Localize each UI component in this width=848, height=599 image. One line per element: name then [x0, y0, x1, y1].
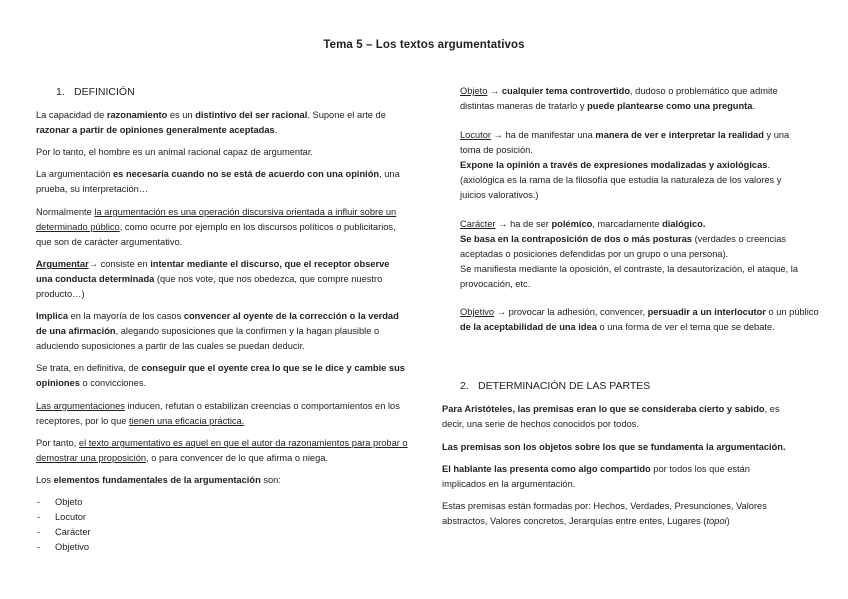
section2-heading — [460, 380, 650, 392]
section1-heading — [56, 86, 135, 98]
list-item: - Objetivo — [36, 540, 236, 555]
section2-number: 2. — [460, 380, 469, 392]
definition-paragraph-3: La argumentación es necesaria cuando no se está de acuerdo con una opinión, una prueba, su interpretación… — [36, 169, 400, 194]
partes-paragraph-4: Estas premisas están formadas por: Hechos, Verdades, Presunciones, Valores abstractos, Valores concretos, Jerarquías entre entes, Lugares (topoi) — [442, 501, 767, 526]
partes-paragraph-1: Para Aristóteles, las premisas eran lo que se consideraba cierto y sabido, es decir, una serie de hechos conocidos por todos. — [442, 404, 780, 429]
list-item: - Objeto — [36, 495, 236, 510]
partes-paragraph-3: El hablante las presenta como algo compartido por todos los que están implicados en la argumentación. — [442, 464, 750, 489]
list-item: - Locutor — [36, 510, 236, 525]
definition-paragraph-4: Normalmente la argumentación es una operación discursiva orientada a influir sobre un determinado público, como ocurre por ejemplo en los discursos políticos o publicitarios, que son de carácter argumentativo. — [36, 207, 397, 247]
section1-number: 1. — [56, 86, 65, 98]
definition-paragraph-6: Implica en la mayoría de los casos convencer al oyente de la corrección o la verdad de una afirmación, alegando suposiciones que la confirmen y la hagan plausible o aduciendo suposiciones a partir de las cuales se puedan deducir. — [36, 311, 399, 351]
section1-title: DEFINICIÓN — [74, 86, 135, 98]
arrow-right-icon: → — [493, 130, 503, 140]
arrow-right-icon: → — [498, 219, 508, 229]
arrow-right-icon: → — [496, 307, 506, 317]
locutor-paragraph: Locutor → ha de manifestar una manera de ver e interpretar la realidad y una toma de posición. Expone la opinión a través de expresiones modalizadas y axiológicas. (axiológica es la rama de la filosofía que estudia la naturaleza de los valores y juicios valorativos.) — [460, 130, 790, 200]
caracter-paragraph: Carácter → ha de ser polémico, marcadamente dialógico. Se basa en la contraposición de dos o más posturas (verdades o creencias aceptadas o posiciones defendidas por un grupo o una persona). Se manifiesta mediante la oposición, el contraste, la desautorización, el ataque, la provocación, etc. — [460, 219, 798, 289]
definition-paragraph-2: Por lo tanto, el hombre es un animal racional capaz de argumentar. — [36, 147, 313, 157]
objeto-paragraph: Objeto → cualquier tema controvertido, dudoso o problemático que admite distintas maneras de tratarlo y puede plantearse como una pregunta. — [460, 86, 778, 111]
objetivo-paragraph: Objetivo → provocar la adhesión, convencer, persuadir a un interlocutor o un público de la aceptabilidad de una idea o una forma de ver el tema que se debate. — [460, 307, 819, 332]
elements-list — [36, 495, 236, 555]
definition-paragraph-5: Argumentar→ consiste en intentar mediante el discurso, que el receptor observe una conducta determinada (que nos vote, que nos obedezca, que compre nuestro producto…) — [36, 259, 390, 299]
section2-title: DETERMINACIÓN DE LAS PARTES — [478, 380, 651, 392]
definition-paragraph-10: Los elementos fundamentales de la argumentación son: — [36, 475, 281, 485]
document-title: Tema 5 – Los textos argumentativos — [323, 39, 525, 51]
definition-paragraph-8: Las argumentaciones inducen, refutan o estabilizan creencias o comportamientos en los receptores, por lo que tienen una eficacia práctica. — [36, 401, 400, 426]
partes-paragraph-2: Las premisas son los objetos sobre los que se fundamenta la argumentación. — [442, 442, 786, 452]
definition-paragraph-9: Por tanto, el texto argumentativo es aquel en que el autor da razonamientos para probar o demostrar una proposición, o para convencer de lo que afirma o niega. — [36, 438, 408, 463]
list-item: - Carácter — [36, 525, 236, 540]
definition-paragraph-1: La capacidad de razonamiento es un distintivo del ser racional. Supone el arte de razonar a partir de opiniones generalmente aceptadas. — [36, 110, 386, 135]
arrow-right-icon: → — [88, 259, 98, 269]
definition-paragraph-7: Se trata, en definitiva, de conseguir que el oyente crea lo que se le dice y cambie sus opiniones o convicciones. — [36, 363, 405, 388]
arrow-right-icon: → — [490, 86, 500, 96]
